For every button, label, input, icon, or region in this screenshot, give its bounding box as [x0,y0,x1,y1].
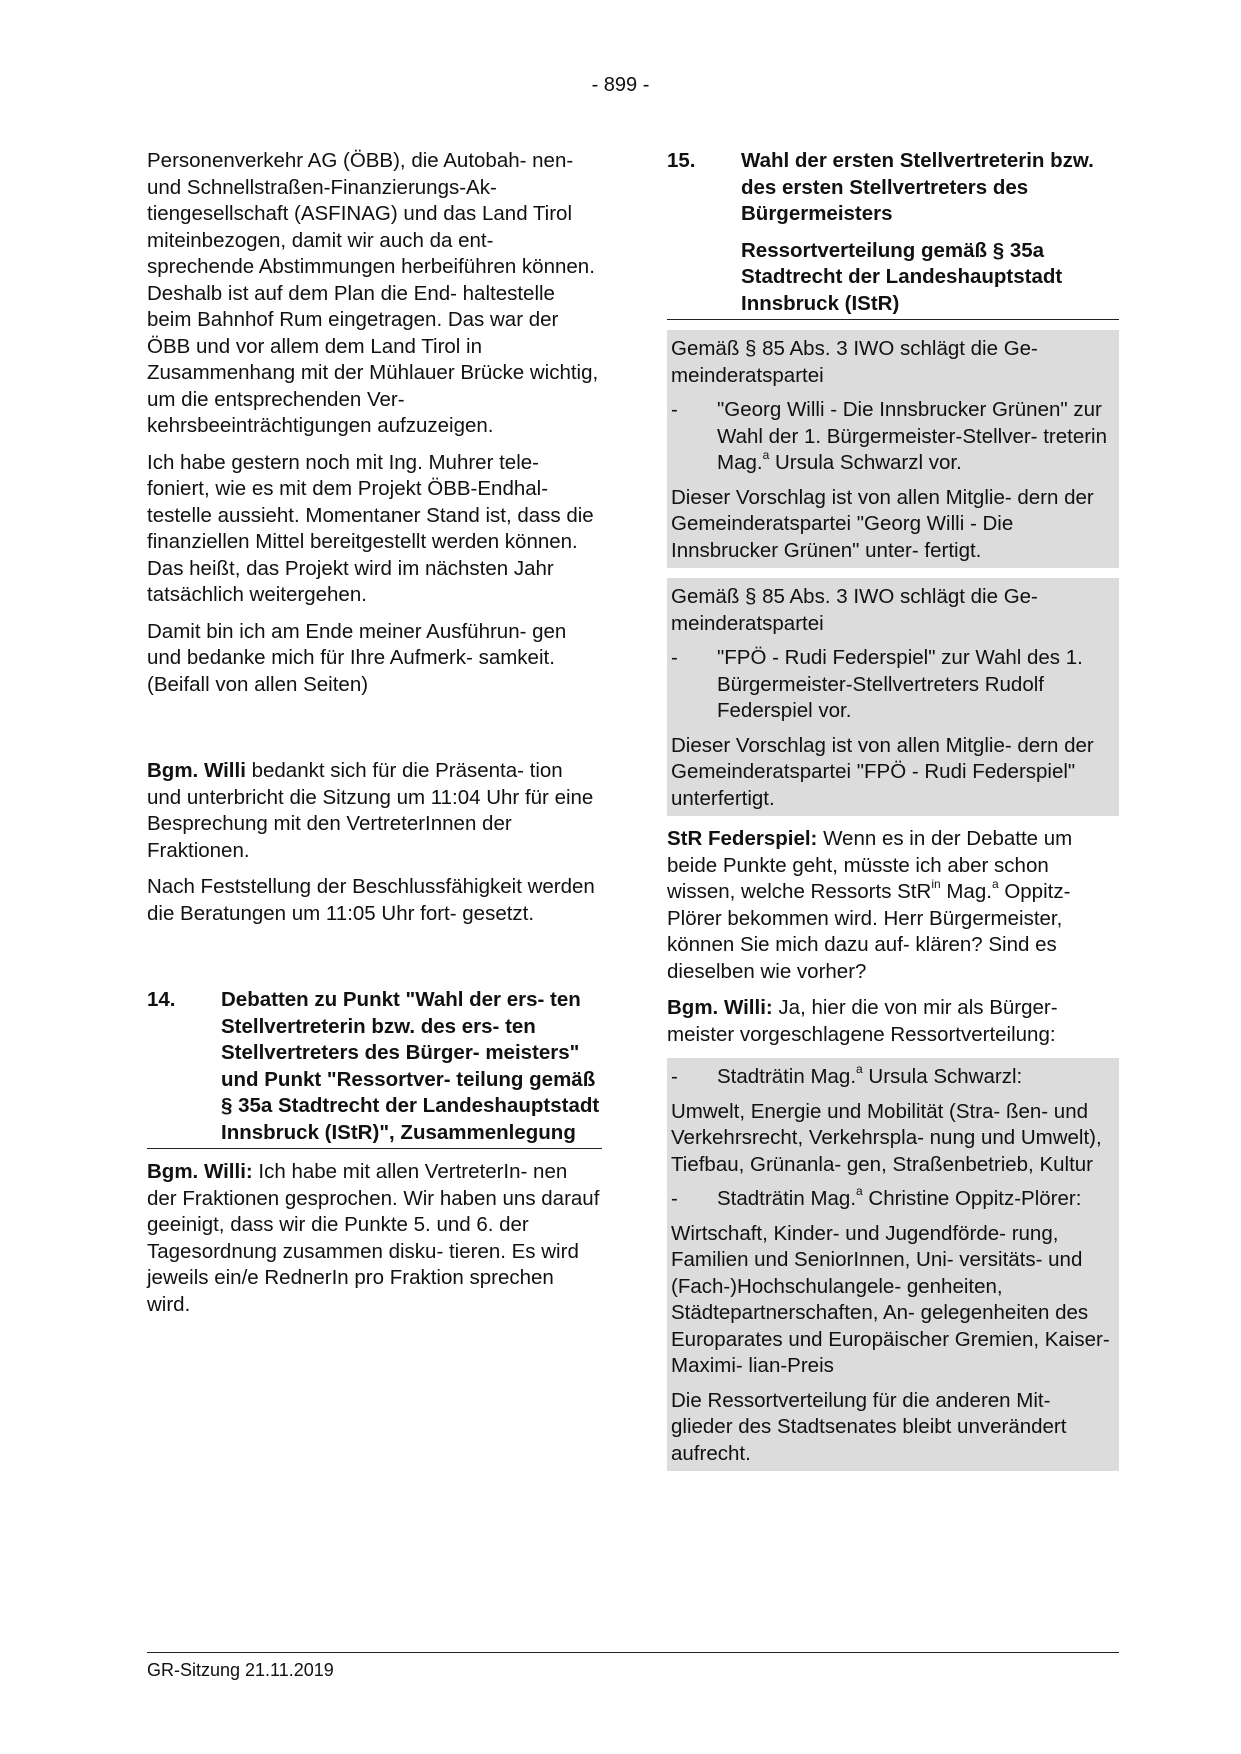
footer-divider [147,1652,1119,1653]
dash-bullet: - [671,1065,678,1088]
list-item: - "Georg Willi - Die Innsbrucker Grünen" zur Wahl der 1. Bürgermeister-Stellver- treterin Mag.$^a$ Ursula Schwarzl vor. [671,397,1115,477]
paragraph: Die Ressortverteilung für die anderen Mit- glieder des Stadtsenates bleibt unverändert aufrecht. [671,1388,1067,1465]
paragraph: Wirtschaft, Kinder- und Jugendförde- rung, Familien und SeniorInnen, Uni- versitäts- und (Fach-)Hochschulangele- genheiten, Städtepartnerschaften, An- gelegenheiten des Europarates und Europäischer Gremien, Kaiser-Maximi- lian-Preis [671,1221,1110,1377]
proposal-box-2 [667,578,1119,816]
portfolio-box [667,1058,1119,1471]
speaker-name: Bgm. Willi: [667,996,773,1019]
paragraph: Ich habe gestern noch mit Ing. Muhrer tele- foniert, wie es mit dem Projekt ÖBB-Endhal- testelle aussieht. Momentaner Stand ist, dass die finanziellen Mittel bereitgestellt werden können. Das heißt, das Projekt wird im nächsten Jahr tatsächlich weitergehen. [147,450,594,606]
paragraph: Bgm. Willi: Ja, hier die von mir als Bürger- meister vorgeschlagene Ressortverteilung: [667,996,1058,1046]
paragraph: Gemäß § 85 Abs. 3 IWO schlägt die Ge- meinderatspartei [671,337,1038,387]
paragraph: Dieser Vorschlag ist von allen Mitglie- dern der Gemeinderatspartei "Georg Willi - Die Innsbrucker Grünen" unter- fertigt. [671,485,1094,562]
agenda-number: 15. [667,149,696,172]
footer-text: GR-Sitzung 21.11.2019 [147,1660,334,1680]
paragraph: Bgm. Willi bedankt sich für die Präsenta- tion und unterbricht die Sitzung um 11:04 Uhr für eine Besprechung mit den VertreterInnen der Fraktionen. [147,759,594,862]
list-item: - "FPÖ - Rudi Federspiel" zur Wahl des 1. Bürgermeister-Stellvertreters Rudolf Federspiel vor. [671,645,1115,725]
paragraph: StR Federspiel: Wenn es in der Debatte um beide Punkte geht, müsste ich aber schon wissen, welche Ressorts StR$^{in}$ Mag.$^a$ Oppitz-Plörer bekommen wird. Herr Bürgermeister, können Sie mich dazu auf- klären? Sind es dieselben wie vorher? [667,827,1073,983]
agenda-subtitle: Ressortverteilung gemäß § 35a Stadtrecht der Landeshauptstadt Innsbruck (IStR) [741,238,1063,315]
paragraph: Bgm. Willi: Ich habe mit allen VertreterIn- nen der Fraktionen gesprochen. Wir haben uns darauf geeinigt, dass wir die Punkte 5. und 6. der Tagesordnung zusammen disku- tieren. Es wird jeweils ein/e RednerIn pro Fraktion sprechen wird. [147,1160,600,1316]
agenda-title: Wahl der ersten Stellvertreterin bzw. des ersten Stellvertreters des Bürgermeisters [741,149,1094,225]
list-item: - Stadträtin Mag.$^a$ Christine Oppitz-Plörer: [671,1186,1115,1213]
dash-bullet: - [671,646,678,669]
dash-bullet: - [671,1187,678,1210]
page-number: - 899 - [591,74,650,96]
paragraph: Damit bin ich am Ende meiner Ausführun- gen und bedanke mich für Ihre Aufmerk- samkeit. (Beifall von allen Seiten) [147,619,567,696]
paragraph: Dieser Vorschlag ist von allen Mitglie- dern der Gemeinderatspartei "FPÖ - Rudi Federspiel" unterfertigt. [671,733,1094,810]
paragraph: Umwelt, Energie und Mobilität (Stra- ßen- und Verkehrsrecht, Verkehrspla- nung und Umwelt), Tiefbau, Grünanla- gen, Straßenbetrieb, Kultur [671,1099,1102,1176]
speaker-name: Bgm. Willi: [147,1160,253,1183]
speaker-name: Bgm. Willi [147,759,246,782]
proposal-box-1 [667,330,1119,568]
dash-bullet: - [671,398,678,421]
agenda-title: Debatten zu Punkt "Wahl der ers- ten Stellvertreterin bzw. des ers- ten Stellvertreters des Bürger- meisters" und Punkt "Ressortver- teilung gemäß § 35a Stadtrecht der Landeshauptstadt Innsbruck (IStR)", Zusammenlegung [221,988,600,1144]
right-column [667,148,1119,1481]
paragraph: Personenverkehr AG (ÖBB), die Autobah- nen- und Schnellstraßen-Finanzierungs-Ak- tiengesellschaft (ASFINAG) und das Land Tirol miteinbezogen, damit wir auch da ent- sprechende Abstimmungen herbeiführen können. Deshalb ist auf dem Plan die End- haltestelle beim Bahnhof Rum eingetragen. Das war der ÖBB und vor allem dem Land Tirol in Zusammenhang mit der Mühlauer Brücke wichtig, um die entsprechenden Ver- kehrsbeeinträchtigungen aufzuzeigen. [147,149,599,437]
list-item: - Stadträtin Mag.$^a$ Ursula Schwarzl: [671,1064,1115,1091]
paragraph: Nach Feststellung der Beschlussfähigkeit werden die Beratungen um 11:05 Uhr fort- gesetzt. [147,875,595,925]
speaker-name: StR Federspiel: [667,827,818,850]
agenda-item-15 [667,148,1119,320]
agenda-number: 14. [147,988,176,1011]
left-column [147,148,602,1328]
agenda-item-14 [147,987,602,1149]
paragraph: Gemäß § 85 Abs. 3 IWO schlägt die Ge- meinderatspartei [671,585,1038,635]
